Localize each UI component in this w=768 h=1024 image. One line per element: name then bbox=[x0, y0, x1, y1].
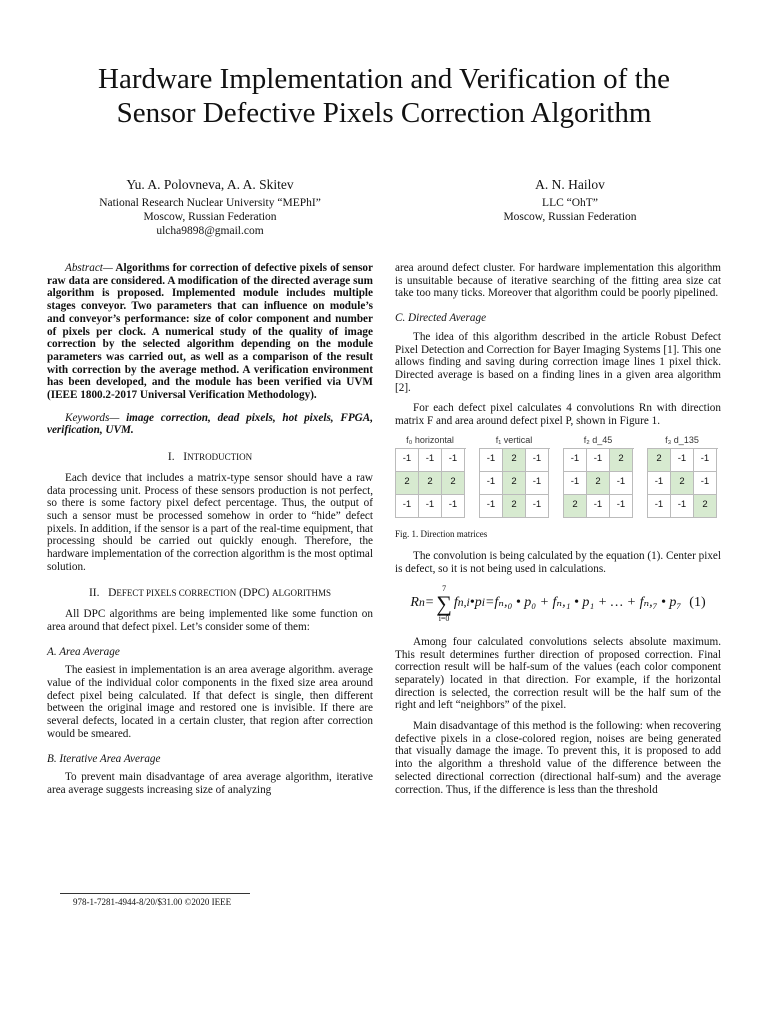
section-mid: (DPC) bbox=[236, 587, 273, 600]
subsection-heading-a: A. Area Average bbox=[47, 645, 120, 658]
section-rest-2: ALGORITHMS bbox=[272, 588, 332, 599]
matrix-grid bbox=[479, 448, 550, 518]
eq-p-sub: i bbox=[481, 596, 485, 610]
matrix-cell: -1 bbox=[671, 449, 694, 472]
left-column bbox=[47, 262, 373, 797]
matrix-cell: -1 bbox=[526, 495, 549, 518]
eq-lhs: R bbox=[410, 595, 419, 611]
matrix-cell: -1 bbox=[480, 472, 503, 495]
right-column bbox=[395, 262, 721, 796]
matrix-cell: -1 bbox=[648, 472, 671, 495]
abstract-lead: Abstract— bbox=[65, 262, 113, 274]
affiliation: LLC “OhT” bbox=[542, 197, 598, 209]
eq-number: (1) bbox=[689, 595, 706, 611]
section-heading-introduction bbox=[47, 451, 373, 464]
figure-caption: Fig. 1. Direction matrices bbox=[395, 528, 488, 539]
copyright-footnote: 978-1-7281-4944-8/20/$31.00 ©2020 IEEE bbox=[73, 897, 232, 907]
email[interactable]: ulcha9898@gmail.com bbox=[156, 225, 264, 237]
section-cap: D bbox=[108, 587, 117, 600]
section-number: II. bbox=[88, 587, 100, 600]
title-line-2: Sensor Defective Pixels Correction Algorithm bbox=[116, 97, 652, 129]
author-names: A. N. Hailov bbox=[535, 177, 605, 192]
author-block-2 bbox=[420, 176, 720, 224]
directed-average-paragraph: The idea of this algorithm described in the article Robust Defect Pixel Detection and Correction for Bayer Imaging Systems [1]. This one allows finding and saving during correction image lines 1 pixel thick. Directed average is based on a finding lines in a given area algorithm [2]. bbox=[395, 330, 721, 394]
footnote-rule bbox=[60, 893, 250, 894]
matrix-f3 bbox=[647, 434, 717, 518]
eq-body: f bbox=[453, 595, 458, 611]
eq-equals: = bbox=[424, 595, 435, 611]
matrix-cell: -1 bbox=[610, 472, 633, 495]
title-line-1: Hardware Implementation and Verification of the bbox=[98, 63, 670, 95]
matrix-grid bbox=[395, 448, 466, 518]
iterative-continued-paragraph: area around defect cluster. For hardware implementation this algorithm is unsuitable because of iterative searching of the fitting area size cat take too many ticks. Moreover that algorithm could be poorly pipelined. bbox=[395, 262, 721, 300]
affiliation: National Research Nuclear University “MEPhI” bbox=[99, 197, 321, 209]
paper-title bbox=[40, 62, 728, 130]
abstract-text: Algorithms for correction of defective pixels of sensor raw data are considered. A modification of the directed average sum algorithm is proposed. Implemented module includes multiple stages conveyor. Two parameters that can influence on module’s and conveyor’s performance: size of color component and number of pixels per clock. A numerical study of the quality of image correction by the selected algorithm depending on the module parameters was carried out, as well as a comparison of the result with correction by the average method. A verification environment has been developed, and the module has been verified via UVM (IEEE 1800.2-2017 Universal Verification Methodology). bbox=[47, 262, 373, 402]
matrix-label: f₃ d_135 bbox=[665, 434, 699, 445]
matrix-cell: -1 bbox=[526, 449, 549, 472]
matrix-cell: -1 bbox=[419, 495, 442, 518]
keywords bbox=[47, 412, 373, 437]
section-rest: NTRODUCTION bbox=[187, 452, 253, 463]
matrix-cell: -1 bbox=[564, 472, 587, 495]
direction-matrices-figure bbox=[395, 434, 721, 518]
matrix-cell: -1 bbox=[694, 472, 717, 495]
dpc-paragraph: All DPC algorithms are being implemented like some function on area around that defect pixel. Let’s consider some of them: bbox=[47, 608, 373, 633]
section-cap: I bbox=[183, 451, 188, 464]
location: Moscow, Russian Federation bbox=[143, 211, 277, 223]
matrix-cell: 2 bbox=[503, 495, 526, 518]
matrix-cell: -1 bbox=[480, 495, 503, 518]
eq-body-sub: n,i bbox=[457, 596, 470, 610]
matrix-cell: -1 bbox=[442, 495, 465, 518]
matrix-f2 bbox=[563, 434, 633, 518]
abstract bbox=[47, 262, 373, 402]
matrix-grid bbox=[563, 448, 634, 518]
maximum-paragraph: Among four calculated convolutions selects absolute maximum. This result determines further direction of proposed correction. Final correction result will be half-sum of the values (each color component separately) located in that direction. For example, if the horizontal direction is selected, the correction result will be the half sum of the right and left “neighbors” of the pixel. bbox=[395, 635, 721, 712]
matrix-cell: -1 bbox=[526, 472, 549, 495]
matrix-cell: -1 bbox=[694, 449, 717, 472]
author-names: Yu. A. Polovneva, A. A. Skitev bbox=[126, 177, 294, 192]
matrix-cell: -1 bbox=[648, 495, 671, 518]
equation-1 bbox=[395, 582, 721, 626]
convolution-paragraph: The convolution is being calculated by the equation (1). Center pixel is defect, so it is not being used in calculations. bbox=[395, 550, 721, 576]
matrix-cell: 2 bbox=[442, 472, 465, 495]
eq-sum-bottom: i=0 bbox=[438, 613, 450, 623]
matrix-cell: 2 bbox=[419, 472, 442, 495]
matrix-cell: -1 bbox=[587, 495, 610, 518]
eq-rest: =fₙ,₀ • p₀ + fₙ,₁ • p₁ + … + fₙ,₇ • p₇ bbox=[484, 595, 682, 611]
matrix-label: f₁ vertical bbox=[495, 434, 533, 445]
section-rest: EFECT PIXELS CORRECTION bbox=[116, 588, 237, 599]
matrix-cell: -1 bbox=[396, 449, 419, 472]
matrix-cell: -1 bbox=[564, 449, 587, 472]
subsection-heading-b: B. Iterative Area Average bbox=[47, 752, 161, 765]
eq-lhs-sub: n bbox=[418, 596, 425, 610]
eq-sum bbox=[436, 585, 452, 623]
matrix-cell: 2 bbox=[610, 449, 633, 472]
matrix-cell: -1 bbox=[480, 449, 503, 472]
intro-paragraph: Each device that includes a matrix-type sensor should have a raw data processing unit. Process of these sensors production is not perfect, so there is some factory pixel defect percentage. Thus, the output of such a sensor must be processed somehow in order to “hide” defect pixels. In addition, if the sensor is a part of the real-time equipment, that processing should be carried out quickly enough. Therefore, the hardware implementation of the correction algorithm is the most optimal solution. bbox=[47, 471, 373, 573]
matrix-grid bbox=[647, 448, 718, 518]
keywords-lead: Keywords— bbox=[65, 411, 120, 424]
matrix-cell: 2 bbox=[587, 472, 610, 495]
matrix-cell: 2 bbox=[671, 472, 694, 495]
matrix-label: f₂ d_45 bbox=[583, 434, 613, 445]
matrix-cell: -1 bbox=[610, 495, 633, 518]
matrix-cell: -1 bbox=[442, 449, 465, 472]
section-number: I. bbox=[167, 451, 175, 464]
area-average-paragraph: The easiest in implementation is an area average algorithm. average value of the individual color components in the fixed size area around defect pixel being calculated. If that defect is single, then different between the original image and restored one is invisible. If there are several defects, located in a certain cluster, that region after correction would be smeared. bbox=[47, 664, 373, 740]
subsection-heading-c: C. Directed Average bbox=[395, 312, 487, 325]
author-block-1 bbox=[60, 176, 360, 238]
matrix-f0 bbox=[395, 434, 465, 518]
section-heading-dpc bbox=[47, 587, 373, 600]
matrix-cell: 2 bbox=[396, 472, 419, 495]
iterative-paragraph: To prevent main disadvantage of area average algorithm, iterative area average suggests increasing size of analyzing bbox=[47, 771, 373, 796]
keywords-text: image correction, dead pixels, hot pixels, FPGA, verification, UVM. bbox=[47, 411, 373, 437]
matrix-cell: 2 bbox=[503, 472, 526, 495]
matrix-cell: 2 bbox=[648, 449, 671, 472]
eq-sum-top: 7 bbox=[442, 583, 447, 593]
eq-p: p bbox=[474, 595, 482, 611]
matrix-cell: -1 bbox=[587, 449, 610, 472]
matrix-cell: 2 bbox=[694, 495, 717, 518]
eq-sum-symbol: ∑ bbox=[436, 590, 452, 616]
matrix-f1 bbox=[479, 434, 549, 518]
matrix-cell: -1 bbox=[419, 449, 442, 472]
matrix-label: f₀ horizontal bbox=[406, 434, 454, 445]
matrix-cell: -1 bbox=[671, 495, 694, 518]
matrix-cell: -1 bbox=[396, 495, 419, 518]
convolution-intro-paragraph: For each defect pixel calculates 4 convolutions Rn with direction matrix F and area around defect pixel P, shown in Figure 1. bbox=[395, 402, 721, 428]
disadvantage-paragraph: Main disadvantage of this method is the following: when recovering defective pixels in a close-colored region, noises are being generated that visually damage the image. To prevent this, it is proposed to add into the algorithm a threshold value of the difference between the selected directional correction (directional half-sum) and the average correction. Thus, if the difference is less than the threshold bbox=[395, 720, 721, 796]
matrix-cell: 2 bbox=[503, 449, 526, 472]
matrix-cell: 2 bbox=[564, 495, 587, 518]
eq-dot: • bbox=[469, 595, 475, 611]
location: Moscow, Russian Federation bbox=[503, 211, 637, 223]
